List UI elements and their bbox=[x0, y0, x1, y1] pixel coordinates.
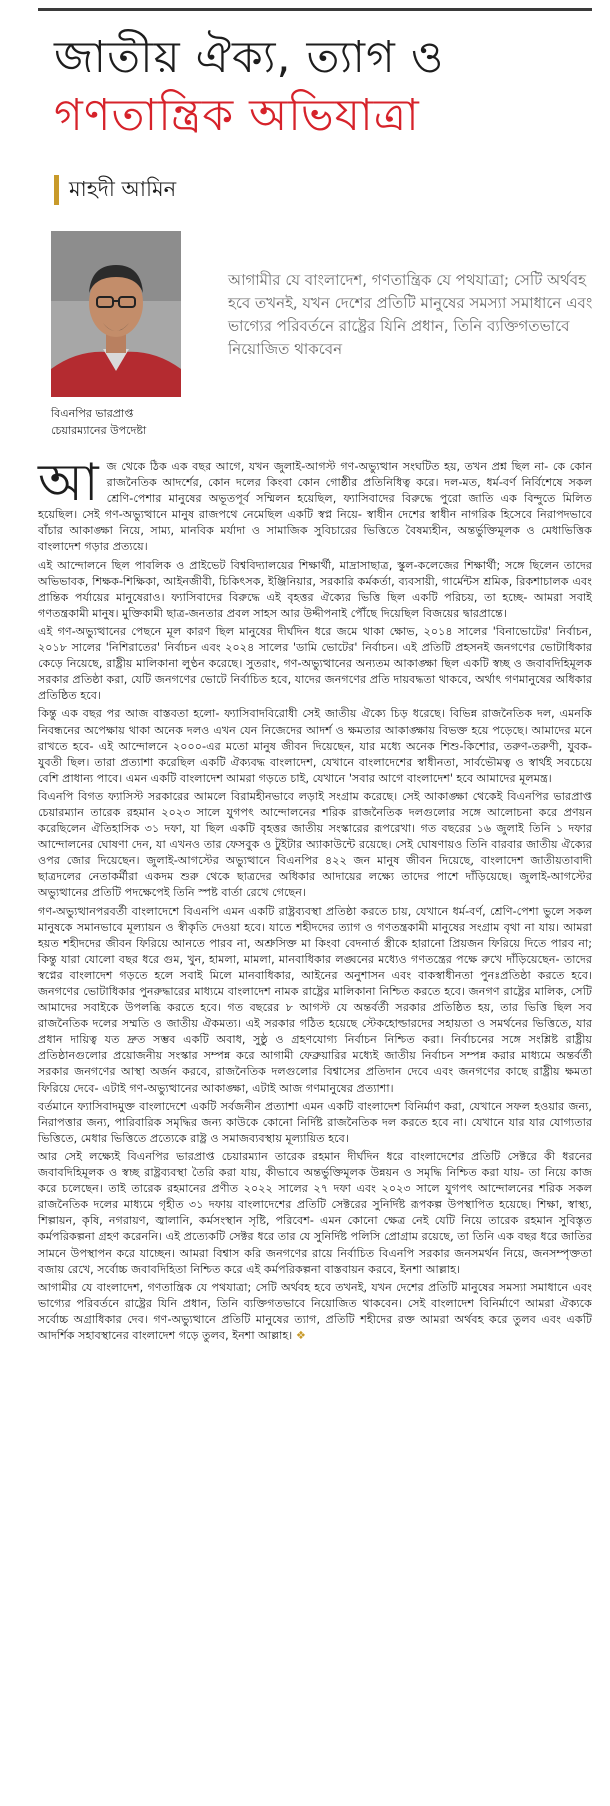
body-paragraph bbox=[38, 1280, 592, 1344]
body-paragraph: বর্তমানে ফ্যাসিবাদমুক্ত বাংলাদেশে একটি সর্বজনীন প্রত্যাশা এমন একটি বাংলাদেশ বিনির্মাণ করা, যেখানে সফল হওয়ার জন্য, নিরাপত্তার জন্য, পারিবারিক সমৃদ্ধির জন্য কাউকে কোনো নির্দিষ্ট রাজনৈতিক দল করতে হবে না। যেখানে যার যার যোগ্যতার ভিত্তিতে, মেধার ভিত্তিতে প্রত্যেকে রাষ্ট্র ও সমাজব্যবস্থায় মূল্যায়িত হবে। bbox=[38, 1099, 592, 1145]
author-photo bbox=[51, 231, 181, 397]
headline-line-1: জাতীয় ঐক্য, ত্যাগ ও bbox=[54, 32, 445, 83]
photo-caption-line-1: বিএনপির ভারপ্রাপ্ত bbox=[51, 407, 134, 420]
author-portrait-image bbox=[51, 231, 181, 397]
body-paragraph: বিএনপি বিগত ফ্যাসিস্ট সরকারের আমলে বিরামহীনভাবে লড়াই সংগ্রাম করেছে। সেই আকাঙ্ক্ষা থেকেই বিএনপির ভারপ্রাপ্ত চেয়ারম্যান তারেক রহমান ২০২৩ সালে যুগপৎ আন্দোলনের শরিক রাজনৈতিক দলগুলোর সঙ্গে আলোচনা করে প্রণয়ন করেছিলেন ঐতিহাসিক ৩১ দফা, যা ছিল একটি বৃহত্তর জাতীয় সংস্কারের রূপরেখা। গত বছরের ১৬ জুলাই তিনি ১ দফার আন্দোলনের ঘোষণা দেন, যা এখনও তার ফেসবুক ও টুইটার অ্যাকাউন্টে রয়েছে। সেই ঘোষণায়ও তিনি বারবার জাতীয় ঐক্যের ওপর জোর দিয়েছেন। জুলাই-আগস্টের অভ্যুত্থানে বিএনপির ৪২২ জন মানুষ জীবন দিয়েছে, বাংলাদেশ জাতীয়তাবাদী ছাত্রদলের নেতাকর্মীরা একদম শুরু থেকে ছাত্রদের অধিকার আদায়ের লক্ষ্যে তাদের পাশে দাঁড়িয়েছে। জুলাই-আগস্টের অভ্যুত্থানের প্রতিটি পদক্ষেপেই তিনি স্পষ্ট বার্তা রেখে গেছেন। bbox=[38, 789, 592, 900]
body-paragraph: এই আন্দোলনে ছিল পাবলিক ও প্রাইভেট বিশ্ববিদ্যালয়ের শিক্ষার্থী, মাদ্রাসাছাত্র, স্কুল-কলেজের শিক্ষার্থী; সঙ্গে ছিলেন তাদের অভিভাবক, শিক্ষক-শিক্ষিকা, আইনজীবী, চিকিৎসক, ইঞ্জিনিয়ার, সরকারি কর্মকর্তা, ব্যবসায়ী, গার্মেন্টস শ্রমিক, রিকশাচালক এবং প্রান্তিক পর্যায়ের মানুষেরাও। ফ্যাসিবাদের বিরুদ্ধে এই বৃহত্তর ঐক্যের ভিত্তি ছিল একটি পরিচয়, তা হচ্ছে- আমরা সবাই গণতন্ত্রকামী মানুষ। মুক্তিকামী ছাত্র-জনতার প্রবল সাহস আর উদ্দীপনাই পৌঁছে দিয়েছিল বিজয়ের দ্বারপ্রান্তে। bbox=[38, 558, 592, 620]
author-profile bbox=[38, 231, 593, 437]
body-paragraph: এই গণ-অভ্যুত্থানের পেছনে মূল কারণ ছিল মানুষের দীর্ঘদিন ধরে জমে থাকা ক্ষোভ, ২০১৪ সালের 'বিনাভোটের' নির্বাচন, ২০১৮ সালের 'নিশিরাতের' নির্বাচন এবং ২০২৪ সালের 'ডামি ভোটের' নির্বাচন। এই প্রতিটি প্রহসনই জনগণের ভোটাধিকার কেড়ে নিয়েছে, রাষ্ট্রীয় মালিকানা লুণ্ঠন করেছে। সুতরাং, গণ-অভ্যুত্থানের অন্যতম আকাঙ্ক্ষা ছিল একটি স্বচ্ছ ও জবাবদিহিমূলক সরকার প্রতিষ্ঠা করা, যেটি জনগণের ভোটে নির্বাচিত হবে, যাদের জনগণের প্রতি দায়বদ্ধতা থাকবে, অর্থাৎ গণমানুষের অধিকার প্রতিষ্ঠিত হবে। bbox=[38, 624, 592, 703]
author-name: মাহদী আমিন bbox=[69, 176, 177, 201]
paragraph-text: আগামীর যে বাংলাদেশ, গণতান্ত্রিক যে পথযাত্রা; সেটি অর্থবহ হবে তখনই, যখন দেশের প্রতিটি মানুষের সমস্যা সমাধানে এবং ভাগ্যের পরিবর্তনে রাষ্ট্রের যিনি প্রধান, তিনি ব্যক্তিগতভাবে নিয়োজিত থাকবেন। সেই বাংলাদেশ বিনির্মাণে আমরা ঐক্যকে সর্বোচ্চ অগ্রাধিকার দেব। গণ-অভ্যুত্থানে প্রতিটি মানুষের ত্যাগ, প্রতিটি শহীদের রক্ত আমরা অর্থবহ করে তুলব এবং একটি আদর্শিক সহাবস্থানের বাংলাদেশ গড়ে তুলব, ইনশা আল্লাহ। bbox=[38, 1280, 592, 1342]
pull-quote: আগামীর যে বাংলাদেশ, গণতান্ত্রিক যে পথযাত্রা; সেটি অর্থবহ হবে তখনই, যখন দেশের প্রতিটি মানুষের সমস্যা সমাধানে এবং ভাগ্যের পরিবর্তনে রাষ্ট্রের যিনি প্রধান, তিনি ব্যক্তিগতভাবে নিয়োজিত থাকবেন bbox=[228, 271, 593, 358]
headline-line-2: গণতান্ত্রিক অভিযাত্রা bbox=[54, 90, 420, 141]
body-paragraph: কিন্তু এক বছর পর আজ বাস্তবতা হলো- ফ্যাসিবাদবিরোধী সেই জাতীয় ঐক্যে চিড় ধরেছে। বিভিন্ন রাজনৈতিক দল, এমনকি নিবন্ধনের অপেক্ষায় থাকা অনেক দলও এখন যেন নিজেদের আদর্শ ও ক্ষমতার আকাঙ্ক্ষায় বিভক্ত হয়ে পড়েছে। আমাদের মনে রাখতে হবে- এই আন্দোলনে ২০০০-এর মতো মানুষ জীবন দিয়েছেন, যার মধ্যে অনেক শিশু-কিশোর, তরুণ-তরুণী, যুবক-যুবতী ছিল। তারা প্রত্যাশা করেছিল একটি ঐক্যবদ্ধ বাংলাদেশ, যেখানে বাংলাদেশের স্বাধীনতা, সার্বভৌমত্ব ও স্বার্থই সবচেয়ে বেশি প্রাধান্য পাবে। এমন একটি বাংলাদেশ আমরা গড়তে চাই, যেখানে 'সবার আগে বাংলাদেশ' হবে আমাদের মূলমন্ত্র। bbox=[38, 707, 592, 785]
body-paragraph: গণ-অভ্যুত্থানপরবর্তী বাংলাদেশে বিএনপি এমন একটি রাষ্ট্রব্যবস্থা প্রতিষ্ঠা করতে চায়, যেখানে ধর্ম-বর্ণ, শ্রেণি-পেশা ভুলে সকল মানুষকে সমানভাবে মূল্যায়ন ও স্বীকৃতি দেওয়া হবে। যাতে শহীদদের ত্যাগ ও গণতন্ত্রকামী মানুষের সংগ্রাম বৃথা না যায়। আমরা হয়ত শহীদদের জীবন ফিরিয়ে আনতে পারব না, অশ্রুসিক্ত মা কিংবা বেদনার্ত স্ত্রীকে হারানো প্রিয়জন ফিরিয়ে দিতে পারব না; কিন্তু যারা যোলো বছর ধরে গুম, খুন, হামলা, মামলা, মানবাধিকার লঙ্ঘনের মধ্যেও গণতন্ত্রের পক্ষে রুখে দাঁড়িয়েছেন- তাদের স্বপ্নের বাংলাদেশ গড়তে হলে সবাই মিলে মানবাধিকার, আইনের অনুশাসন এবং বাকস্বাধীনতা পুনঃপ্রতিষ্ঠা করতে হবে। জনগণের ভোটাধিকার পুনরুদ্ধারের মাধ্যমে বাংলাদেশ নামক রাষ্ট্রের মালিকানা নিশ্চিত করতে হবে। জনগণ রাষ্ট্রের মালিক, সেটি আমাদের সবাইকে উপলব্ধি করতে হবে। গত বছরের ৮ আগস্ট যে অন্তর্বর্তী সরকার প্রতিষ্ঠিত হয়, তার ভিত্তি ছিল সব রাজনৈতিক দলের সম্মতি ও জাতীয় ঐকমত্য। এই সরকার গঠিত হয়েছে স্টেকহোল্ডারদের সহায়তা ও সমর্থনের ভিত্তিতে, যার প্রধান দায়িত্ব যত দ্রুত সম্ভব একটি অবাধ, সুষ্ঠু ও গ্রহণযোগ্য নির্বাচন নিশ্চিত করা। নির্বাচনের সঙ্গে সংশ্লিষ্ট রাষ্ট্রীয় প্রতিষ্ঠানগুলোর প্রয়োজনীয় সংস্কার সম্পন্ন করে আগামী ফেব্রুয়ারির মধ্যেই জাতীয় নির্বাচন সম্পন্ন করার মাধ্যমে অন্তর্বর্তী সরকার জনগণের আস্থা অর্জন করবে, রাজনৈতিক দলগুলোর বিশ্বাসের প্রতিদান দেবে এবং জনগণের কাছে রাষ্ট্রীয় ক্ষমতা ফিরিয়ে দেবে- এটাই গণ-অভ্যুত্থানের আকাঙ্ক্ষা, এটাই আজ গণমানুষের প্রত্যাশা। bbox=[38, 904, 592, 1095]
end-mark-icon: ❖ bbox=[295, 1328, 306, 1342]
photo-caption-line-2: চেয়ারম্যানের উপদেষ্টা bbox=[51, 424, 147, 437]
byline-accent-bar bbox=[54, 175, 59, 205]
photo-caption bbox=[51, 405, 201, 439]
drop-cap: আ bbox=[38, 453, 99, 513]
top-rule bbox=[38, 8, 592, 11]
paragraph-text: জ থেকে ঠিক এক বছর আগে, যখন জুলাই-আগস্ট গণ-অভ্যুত্থান সংঘটিত হয়, তখন প্রশ্ন ছিল না- কে কোন রাজনৈতিক আদর্শের, কোন দলের কিংবা কোন গোষ্ঠীর প্রতিনিধিত্ব করে। দল-মত, ধর্ম-বর্ণ নির্বিশেষে সকল শ্রেণি-পেশার মানুষের অভূতপূর্ব সম্মিলন হয়েছিল, ফ্যাসিবাদের বিরুদ্ধে পুরো জাতি এক বিন্দুতে মিলিত হয়েছিল। সেই গণ-অভ্যুত্থানে মানুষ রাজপথে নেমেছিল একটি স্বপ্ন নিয়ে- স্বাধীন দেশের স্বাধীন নাগরিক হিসেবে নিরাপদভাবে বাঁচার আকাঙ্ক্ষা নিয়ে, সাম্য, মানবিক মর্যাদা ও সামাজিক সুবিচারের ভিত্তিতে বৈষম্যহীন, অন্তর্ভুক্তিমূলক ও মেধাভিত্তিক বাংলাদেশ গড়ার প্রত্যয়ে। bbox=[38, 460, 592, 554]
byline bbox=[54, 175, 592, 205]
article-body bbox=[38, 453, 592, 1344]
body-paragraph: আর সেই লক্ষ্যেই বিএনপির ভারপ্রাপ্ত চেয়ারম্যান তারেক রহমান দীর্ঘদিন ধরে বাংলাদেশের প্রতিটি সেক্টরে কী ধরনের জবাবদিহিমূলক ও স্বচ্ছ রাষ্ট্রব্যবস্থা তৈরি করা যায়, কীভাবে অন্তর্ভুক্তিমূলক উন্নয়ন ও সমৃদ্ধি নিশ্চিত করা যায়- তা নিয়ে কাজ করে চলেছেন। তাই তারেক রহমানের প্রণীত ২০২২ সালের ২৭ দফা এবং ২০২৩ সালে যুগপৎ আন্দোলনের শরিক সকল রাজনৈতিক দলের মাধ্যমে গৃহীত ৩১ দফায় বাংলাদেশের প্রতিটি সেক্টরের সুনির্দিষ্ট রূপকল্প উপস্থাপিত হয়েছে। শিক্ষা, স্বাস্থ্য, শিল্পায়ন, কৃষি, নগরায়ণ, জ্বালানি, কর্মসংস্থান সৃষ্টি, পরিবেশ- এমন কোনো ক্ষেত্র নেই যেটি নিয়ে তারেক রহমান সুবিস্তৃত কর্মপরিকল্পনা গ্রহণ করেননি। এই প্রত্যেকটি সেক্টর ধরে তার যে সুনির্দিষ্ট পলিসি প্রোগ্রাম রয়েছে, তা তিনি এক বছর ধরে জাতির সামনে উপস্থাপন করে যাচ্ছেন। আমরা বিশ্বাস করি জনগণের রায়ে নির্বাচিত বিএনপি সরকার জনসমর্থন নিয়ে, জনসম্পৃক্ততা বজায় রেখে, সর্বোচ্চ জবাবদিহিতা নিশ্চিত করে এই কর্মপরিকল্পনা বাস্তবায়ন করবে, ইনশা আল্লাহ। bbox=[38, 1149, 592, 1276]
body-paragraph bbox=[38, 453, 592, 556]
